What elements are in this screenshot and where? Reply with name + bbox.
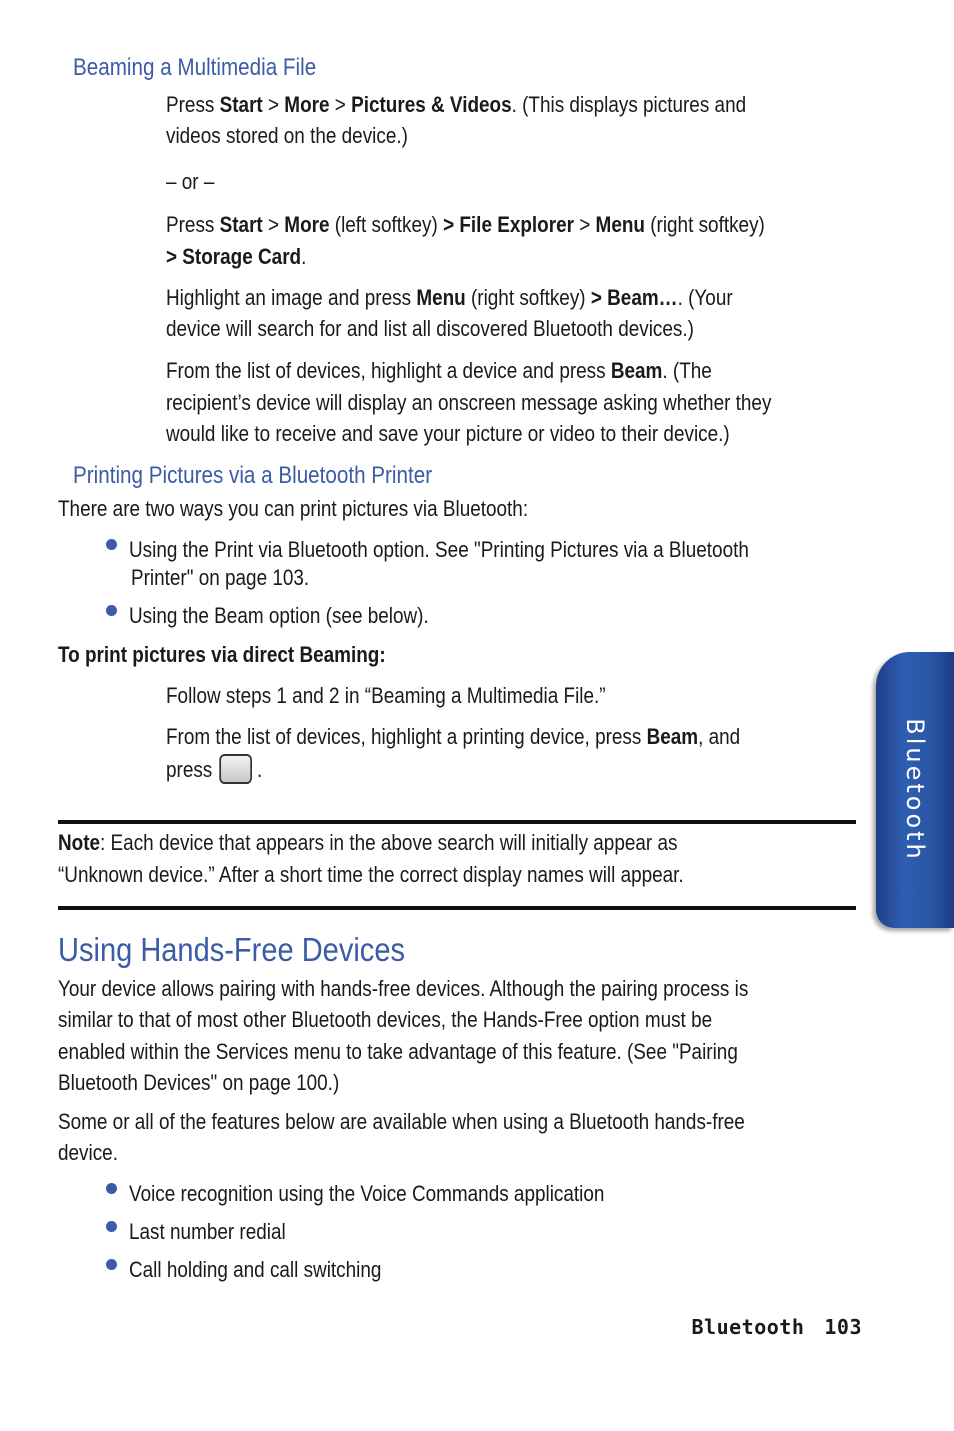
handsfree-bullet-2: Last number redial — [129, 1219, 286, 1244]
beam-step-1-line-1: Press Start > More > Pictures & Videos. (This displays pictures and — [166, 92, 747, 117]
print-bullet-1-line-1: Using the Print via Bluetooth option. See "Printing Pictures via a Bluetooth — [129, 537, 749, 562]
section-title-handsfree: Using Hands-Free Devices — [58, 931, 405, 968]
subheading-beaming: Beaming a Multimedia File — [73, 54, 317, 81]
procedure-title: To print pictures via direct Beaming: — [58, 642, 386, 667]
chapter-tab-label: Bluetooth — [901, 718, 929, 862]
note-top-rule — [58, 820, 856, 824]
handsfree-p2-line-2: device. — [58, 1140, 118, 1165]
printing-intro: There are two ways you can print pictures via Bluetooth: — [58, 496, 529, 521]
handsfree-p1-line-4: Bluetooth Devices" on page 100.) — [58, 1070, 340, 1095]
note-line-2: “Unknown device.” After a short time the correct display names will appear. — [58, 862, 684, 887]
footer-section-name: Bluetooth — [691, 1315, 805, 1339]
print-bullet-1-line-2: Printer" on page 103. — [131, 565, 310, 590]
bullet-dot-icon — [106, 1259, 117, 1270]
print-bullet-2: Using the Beam option (see below). — [129, 603, 429, 628]
handsfree-bullet-3: Call holding and call switching — [129, 1257, 382, 1282]
chapter-side-tab — [876, 652, 954, 928]
bullet-dot-icon — [106, 539, 117, 550]
handsfree-p1-line-2: similar to that of most other Bluetooth devices, the Hands-Free option must be — [58, 1007, 713, 1032]
note-bottom-rule — [58, 906, 856, 910]
print-step-2-line-2: press . — [166, 754, 262, 785]
print-step-2-line-1: From the list of devices, highlight a printing device, press Beam, and — [166, 724, 741, 749]
beam-step-1-line-2: videos stored on the device.) — [166, 123, 408, 148]
handsfree-p1-line-1: Your device allows pairing with hands-free devices. Although the pairing process is — [58, 976, 749, 1001]
beam-alt-step-line-2: > Storage Card. — [166, 244, 307, 269]
page-footer — [692, 1314, 863, 1340]
beam-step-3-line-2: recipient’s device will display an onscreen message asking whether they — [166, 390, 772, 415]
beam-alt-step-line-1: Press Start > More (left softkey) > File Explorer > Menu (right softkey) — [166, 212, 765, 237]
beam-step-3-line-3: would like to receive and save your picture or video to their device.) — [166, 421, 730, 446]
beam-step-3-line-1: From the list of devices, highlight a device and press Beam. (The — [166, 358, 712, 383]
bullet-dot-icon — [106, 1221, 117, 1232]
print-step-1: Follow steps 1 and 2 in “Beaming a Multimedia File.” — [166, 683, 606, 708]
beam-step-2-line-2: device will search for and list all discovered Bluetooth devices.) — [166, 316, 694, 341]
handsfree-bullet-1: Voice recognition using the Voice Commands application — [129, 1181, 605, 1206]
handsfree-p1-line-3: enabled within the Services menu to take advantage of this feature. (See "Pairing — [58, 1039, 738, 1064]
bullet-dot-icon — [106, 1183, 117, 1194]
or-separator: – or – — [166, 169, 215, 194]
page-number: 103 — [824, 1315, 862, 1339]
bullet-dot-icon — [106, 605, 117, 616]
handsfree-p2-line-1: Some or all of the features below are available when using a Bluetooth hands-free — [58, 1109, 745, 1134]
softkey-button-icon — [219, 754, 252, 784]
note-line-1: Note: Each device that appears in the above search will initially appear as — [58, 830, 678, 855]
subheading-printing: Printing Pictures via a Bluetooth Printer — [73, 462, 433, 489]
beam-step-2-line-1: Highlight an image and press Menu (right softkey) > Beam…. (Your — [166, 285, 733, 310]
